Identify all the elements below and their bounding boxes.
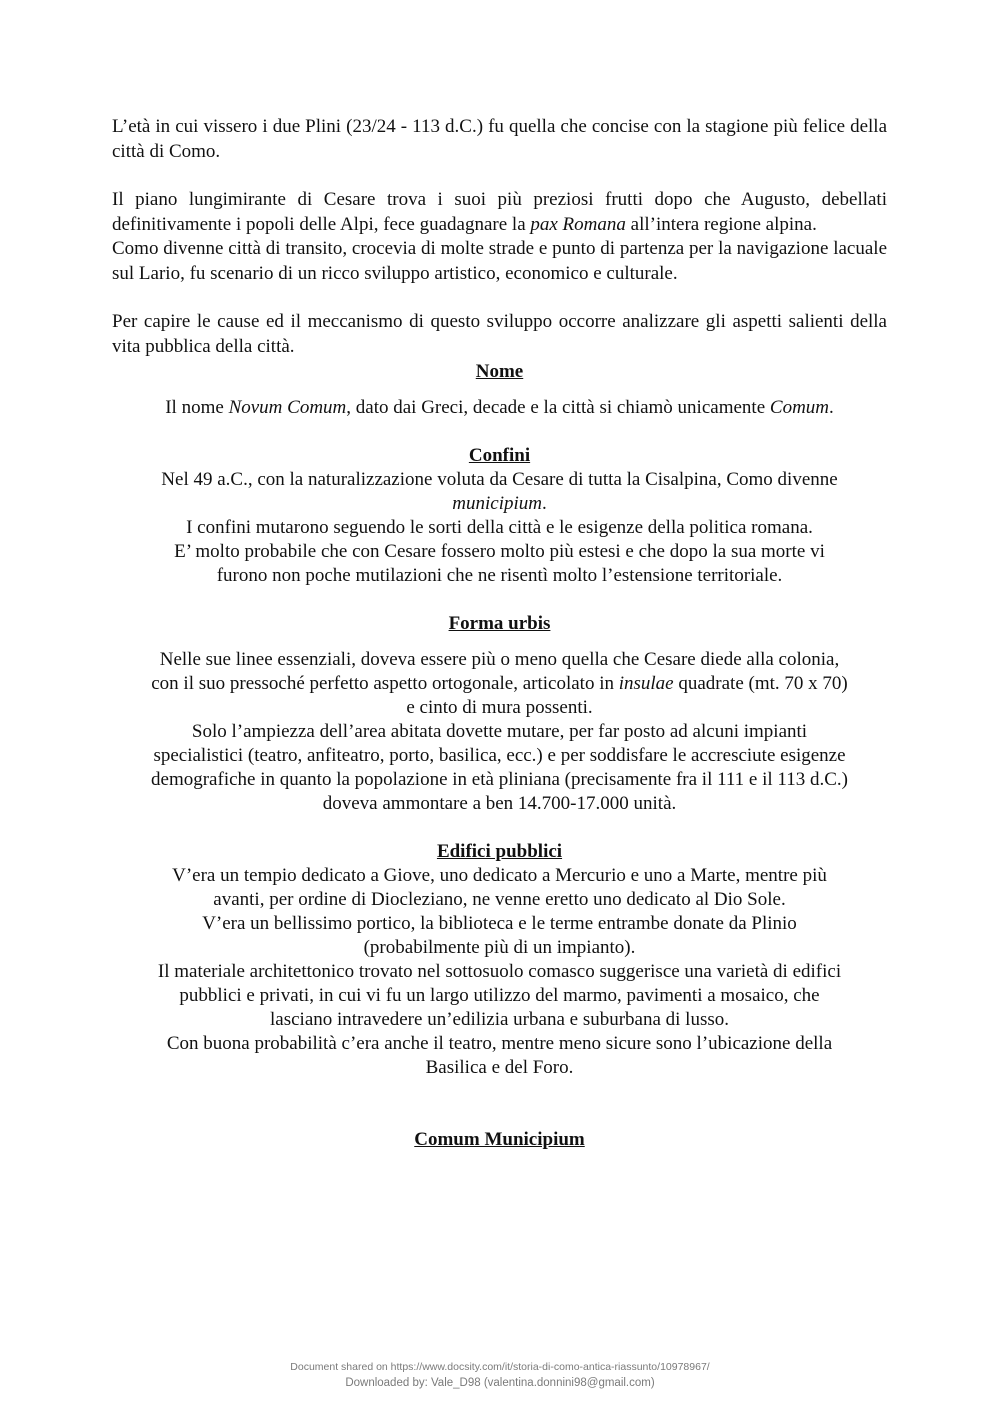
heading-comum-municipium: Comum Municipium	[414, 1129, 585, 1150]
intro-paragraph-2	[112, 188, 887, 237]
nome-line	[112, 396, 887, 420]
forma-emphasis: insulae	[618, 673, 674, 694]
heading-forma-urbis: Forma urbis	[448, 613, 551, 634]
edifici-line-6: pubblici e privati, in cui vi fu un largo utilizzo del marmo, pavimenti a mosaico, che	[179, 985, 820, 1006]
forma-line-6: demografiche in quanto la popolazione in età pliniana (precisamente fra il 111 e il 113 d.C.)	[151, 769, 848, 790]
intro-p2-emphasis: pax Romana	[530, 213, 626, 235]
intro-paragraph-1: L’età in cui vissero i due Plini (23/24 - 113 d.C.) fu quella che concise con la stagione più felice della città di Como.	[112, 116, 887, 162]
footer-downloaded-by: Downloaded by: Vale_D98 (valentina.donnini98@gmail.com)	[345, 1377, 655, 1389]
nome-text-a: Il nome	[165, 397, 229, 418]
intro-p2-text-a: Il piano lungimirante di Cesare trova i suoi più preziosi frutti dopo che Augusto, debellati definitivamente i popoli delle Alpi, fece guadagnare la	[112, 189, 887, 235]
forma-line-5: specialistici (teatro, anfiteatro, porto, basilica, ecc.) e per soddisfare le accresciute esigenze	[153, 745, 846, 766]
nome-emphasis-1: Novum Comum	[228, 397, 347, 418]
forma-line-7: doveva ammontare a ben 14.700-17.000 unità.	[322, 793, 677, 814]
confini-line-5: furono non poche mutilazioni che ne risentì molto l’estensione territoriale.	[216, 565, 783, 586]
heading-edifici-pubblici: Edifici pubblici	[436, 841, 563, 862]
confini-line-2-end: .	[541, 493, 547, 514]
nome-text-b: , dato dai Greci, decade e la città si chiamò unicamente	[346, 397, 770, 418]
edifici-line-4: (probabilmente più di un impianto).	[363, 937, 636, 958]
confini-line-1: Nel 49 a.C., con la naturalizzazione voluta da Cesare di tutta la Cisalpina, Como divenne	[161, 469, 838, 490]
intro-p2-text-b: all’intera regione alpina.	[625, 213, 817, 235]
nome-text-c: .	[829, 397, 834, 418]
document-page	[112, 115, 887, 1152]
confini-emphasis: municipium	[452, 493, 542, 514]
edifici-line-1: V’era un tempio dedicato a Giove, uno dedicato a Mercurio e uno a Marte, mentre più	[172, 865, 827, 886]
forma-line-2	[112, 672, 887, 696]
edifici-line-7: lasciano intravedere un’edilizia urbana e suburbana di lusso.	[270, 1009, 729, 1030]
forma-line-4: Solo l’ampiezza dell’area abitata dovette mutare, per far posto ad alcuni impianti	[191, 721, 808, 742]
confini-line-4: E’ molto probabile che con Cesare fossero molto più estesi e che dopo la sua morte vi	[174, 541, 825, 562]
confini-line-3: I confini mutarono seguendo le sorti della città e le esigenze della politica romana.	[186, 517, 813, 538]
forma-line-2-text-a: con il suo pressoché perfetto aspetto ortogonale, articolato in	[151, 673, 619, 694]
edifici-line-2: avanti, per ordine di Diocleziano, ne venne eretto uno dedicato al Dio Sole.	[213, 889, 786, 910]
heading-confini: Confini	[468, 445, 531, 466]
footer-shared-url: Document shared on https://www.docsity.com/it/storia-di-como-antica-riassunto/10978967/	[290, 1361, 710, 1373]
edifici-line-8: Con buona probabilità c’era anche il teatro, mentre meno sicure sono l’ubicazione della	[166, 1033, 833, 1054]
edifici-line-9: Basilica e del Foro.	[425, 1057, 574, 1078]
intro-paragraph-3: Como divenne città di transito, crocevia di molte strade e punto di partenza per la navigazione lacuale sul Lario, fu scenario di un ricco sviluppo artistico, economico e culturale.	[112, 238, 887, 284]
edifici-line-5: Il materiale architettonico trovato nel sottosuolo comasco suggerisce una varietà di edifici	[157, 961, 842, 982]
forma-line-3: e cinto di mura possenti.	[406, 697, 593, 718]
forma-line-1: Nelle sue linee essenziali, doveva essere più o meno quella che Cesare diede alla colonia,	[159, 649, 840, 670]
nome-emphasis-2: Comum	[769, 397, 830, 418]
confini-line-2	[112, 492, 887, 516]
edifici-line-3: V’era un bellissimo portico, la biblioteca e le terme entrambe donate da Plinio	[202, 913, 797, 934]
intro-paragraph-4: Per capire le cause ed il meccanismo di questo sviluppo occorre analizzare gli aspetti salienti della vita pubblica della città.	[112, 311, 887, 357]
forma-line-2-text-b: quadrate (mt. 70 x 70)	[673, 673, 848, 694]
heading-nome: Nome	[475, 361, 524, 382]
